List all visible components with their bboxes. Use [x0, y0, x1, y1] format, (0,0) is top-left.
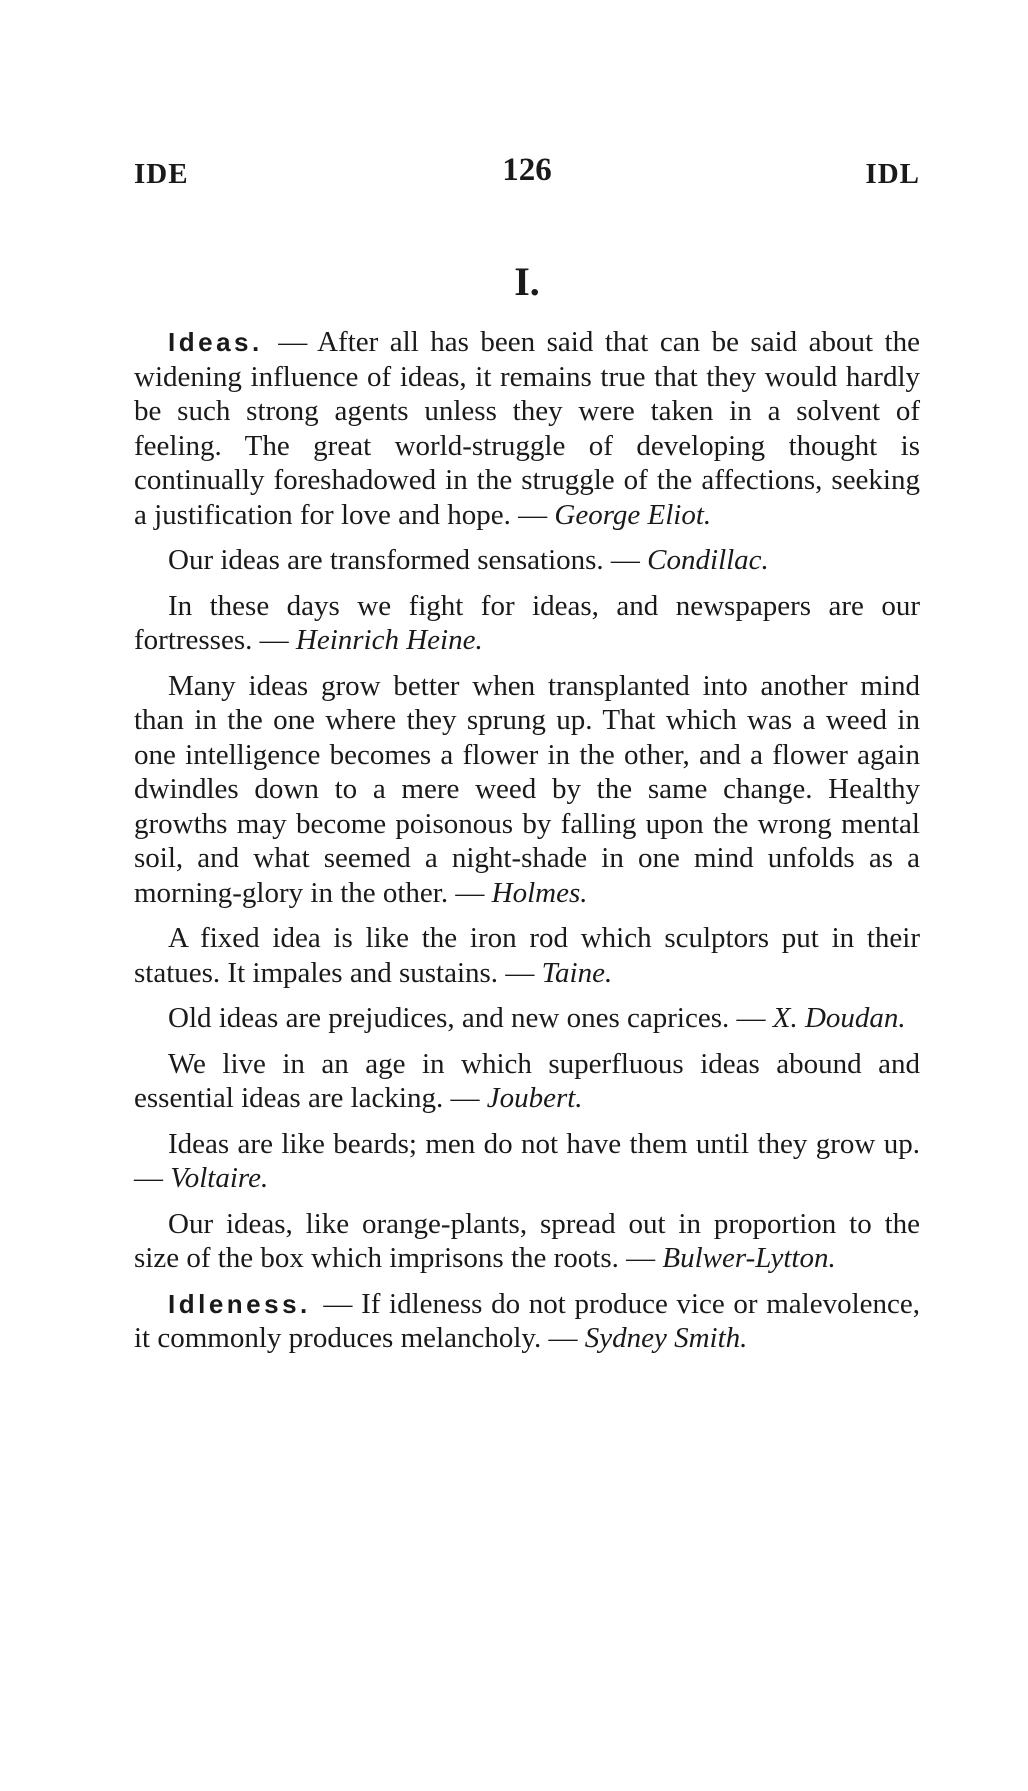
quotation-author: Holmes. [491, 876, 588, 909]
quotation-entry: Ideas. — After all has been said that can be said about the widening influence of ideas, it remains true that they would hardly be such strong agents unless they were taken in a solvent of feeling. The great world-struggle of developing thought is continually foreshadowed in the struggle of the affections, seeking a justification for love and hope. — George Eliot. [134, 326, 920, 531]
quotation-author: George Eliot. [554, 498, 712, 531]
quotation-text: Old ideas are prejudices, and new ones caprices. [168, 1002, 730, 1034]
quotation-text: In these days we fight for ideas, and newspapers are our fortresses. [134, 589, 920, 656]
header-right-guide-word: IDL [865, 158, 920, 190]
quotation-entry: Many ideas grow better when transplanted into another mind than in the one where they sprung up. That which was a weed in one intelligence becomes a flower in the other, and a flower again dwindles down to a mere weed by the same change. Healthy growths may become poisonous by falling upon the wrong mental soil, and what seemed a night-shade in one mind unfolds as a morning-glory in the other. — Holmes. [134, 669, 920, 909]
quotation-author: Voltaire. [170, 1162, 269, 1194]
quotation-entry: Our ideas are transformed sensations. — Condillac. [168, 544, 769, 576]
quotation-entry: Old ideas are prejudices, and new ones caprices. — X. Doudan. [168, 1002, 906, 1034]
quotation-entry: A fixed idea is like the iron rod which sculptors put in their statues. It impales and sustains. — Taine. [134, 922, 920, 989]
quotation-entry: Ideas are like beards; men do not have them until they grow up. — Voltaire. [134, 1127, 920, 1194]
quotation-entry: In these days we fight for ideas, and newspapers are our fortresses. — Heinrich Heine. [134, 589, 920, 656]
quotation-author: Bulwer-Lytton. [662, 1242, 836, 1274]
page-number: 126 [502, 152, 552, 188]
quotation-author: X. Doudan. [772, 1002, 906, 1034]
topic-keyword: Ideas. [168, 327, 263, 357]
quotation-text: A fixed idea is like the iron rod which sculptors put in their statues. It impales and sustains. [134, 922, 920, 989]
header-left-guide-word: IDE [134, 158, 189, 190]
quotation-text: Our ideas are transformed sensations. [168, 544, 604, 576]
quotation-author: Joubert. [486, 1082, 583, 1114]
quotation-list [134, 325, 920, 1367]
quotation-author: Condillac. [647, 544, 769, 576]
quotation-author: Heinrich Heine. [295, 624, 483, 656]
quotation-entry: Idleness. — If idleness do not produce vice or malevolence, it commonly produces melancholy. — Sydney Smith. [134, 1287, 921, 1354]
quotation-text: Our ideas, like orange-plants, spread out in proportion to the size of the box which imprisons the roots. [134, 1207, 920, 1274]
section-letter-heading: I. [514, 259, 540, 304]
quotation-entry: We live in an age in which superfluous ideas abound and essential ideas are lacking. — Joubert. [134, 1047, 920, 1114]
quotation-author: Taine. [541, 956, 613, 989]
running-header [134, 152, 920, 198]
quotation-text: After all has been said that can be said about the widening influence of ideas, it remains true that they would hardly be such strong agents unless they were taken in a solvent of feeling. The great world-struggle of developing thought is continually foreshadowed in the struggle of the affections, seeking a justification for love and hope. [134, 326, 920, 531]
quotation-text: If idleness do not produce vice or malevolence, it commonly produces melancholy. [134, 1287, 921, 1354]
quotation-text: We live in an age in which superfluous ideas abound and essential ideas are lacking. [134, 1047, 920, 1114]
quotation-text: Many ideas grow better when transplanted into another mind than in the one where they sprung up. That which was a weed in one intelligence becomes a flower in the other, and a flower again dwindles down to a mere weed by the same change. Healthy growths may become poisonous by falling upon the wrong mental soil, and what seemed a night-shade in one mind unfolds as a morning-glory in the other. [134, 669, 920, 909]
quotation-author: Sydney Smith. [584, 1322, 748, 1354]
quotation-entry: Our ideas, like orange-plants, spread out in proportion to the size of the box which imprisons the roots. — Bulwer-Lytton. [134, 1207, 920, 1274]
topic-keyword: Idleness. [168, 1288, 311, 1319]
quotation-text: Ideas are like beards; men do not have them until they grow up. [168, 1127, 920, 1160]
